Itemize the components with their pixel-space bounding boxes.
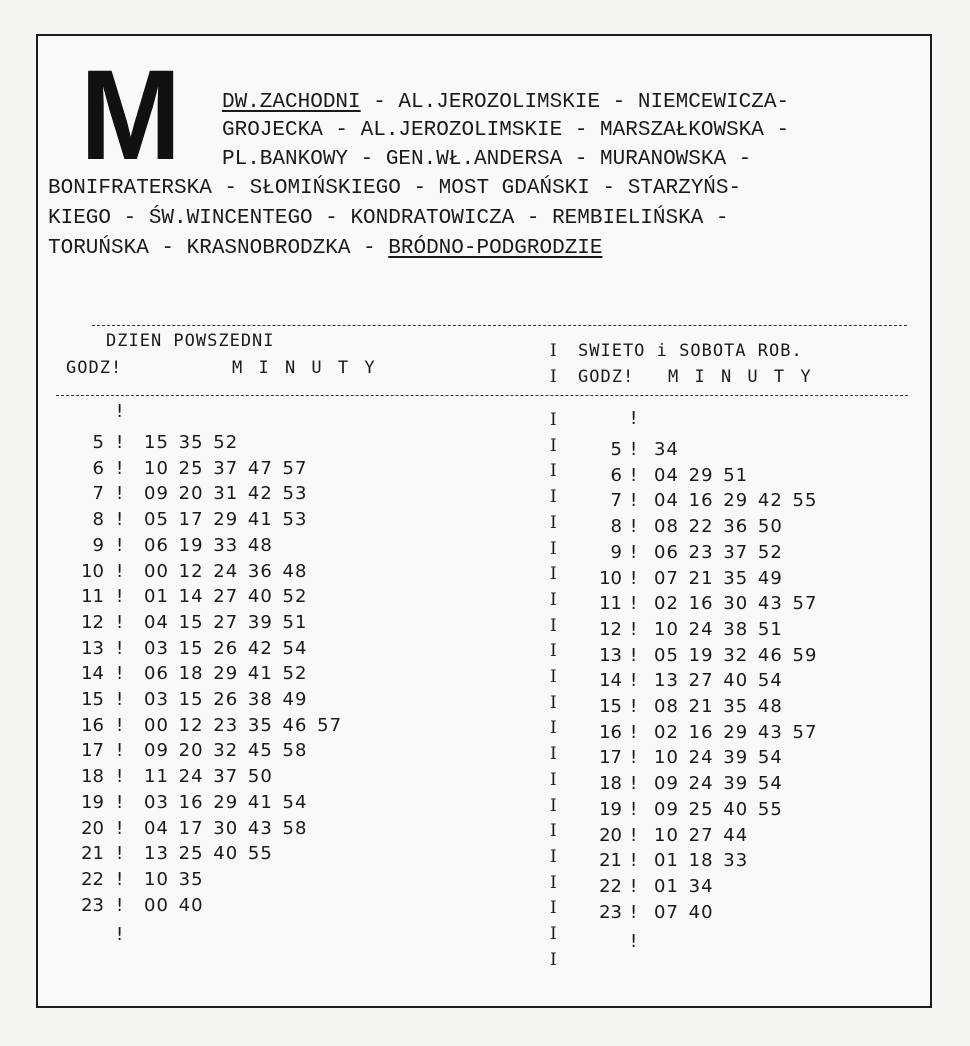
weekday-hour: 19: [81, 791, 104, 813]
weekday-minutes: 00 40: [144, 894, 204, 916]
holiday-hour: 13: [599, 644, 622, 666]
holiday-hour: 20: [599, 824, 622, 846]
column-divider-mark: I: [550, 872, 557, 893]
route-line: [222, 147, 751, 173]
column-divider-mark: I: [550, 769, 557, 790]
hour-separator: !: [116, 560, 124, 582]
holiday-hour: 6: [610, 464, 622, 486]
holiday-hour: 16: [599, 721, 622, 743]
weekday-minutes: 03 15 26 42 54: [144, 637, 308, 659]
column-divider-mark: I: [550, 589, 557, 610]
column-divider-mark: I: [550, 512, 557, 533]
holiday-minutes: 02 16 30 43 57: [654, 593, 818, 615]
column-divider-mark: I: [550, 367, 557, 387]
header-top-dashed-rule: [92, 325, 907, 326]
weekday-hour: 21: [81, 843, 104, 865]
holiday-minutes: 01 18 33: [654, 850, 749, 872]
hour-separator: !: [116, 791, 124, 813]
holiday-hour-header: GODZ!: [578, 367, 635, 387]
holiday-hour: 5: [610, 439, 622, 460]
holiday-hour: 15: [599, 696, 622, 717]
hour-separator: !: [630, 516, 638, 538]
hour-separator: !: [116, 766, 124, 788]
weekday-minutes: 04 17 30 43 58: [144, 817, 308, 839]
hour-separator: !: [116, 483, 124, 505]
holiday-title: SWIETO i SOBOTA ROB.: [578, 341, 803, 361]
column-divider-mark: I: [550, 564, 557, 585]
holiday-minutes: 34: [654, 439, 679, 460]
holiday-hour: 21: [599, 850, 622, 872]
hour-separator: !: [116, 457, 124, 479]
holiday-minutes: 10 24 38 51: [654, 618, 783, 640]
hour-separator: !: [630, 773, 638, 795]
hour-separator: !: [116, 689, 124, 710]
holiday-minutes: 08 22 36 50: [654, 516, 783, 538]
hour-separator: !: [116, 894, 124, 916]
holiday-hour: 8: [610, 516, 622, 538]
hour-separator: !: [116, 534, 124, 556]
terminus-stop: BRÓDNO-PODGRODZIE: [388, 237, 603, 260]
holiday-minutes-header: M I N U T Y: [668, 367, 814, 387]
column-divider-mark: I: [550, 615, 557, 636]
holiday-minutes: 04 16 29 42 55: [654, 490, 818, 512]
holiday-hour: 22: [599, 875, 622, 897]
column-divider-mark: I: [550, 949, 557, 970]
column-divider-mark: I: [550, 898, 557, 919]
column-divider-mark: I: [550, 538, 557, 559]
holiday-hour: 17: [599, 747, 622, 769]
weekday-hour-header: GODZ!: [66, 358, 123, 378]
hour-separator: !: [630, 747, 638, 769]
holiday-minutes: 07 21 35 49: [654, 567, 783, 589]
header-bottom-dashed-rule: [56, 395, 908, 396]
hour-separator: !: [630, 931, 638, 953]
hour-separator: !: [116, 817, 124, 839]
hour-separator: !: [630, 850, 638, 872]
holiday-hour: 7: [610, 490, 622, 512]
holiday-minutes: 04 29 51: [654, 464, 749, 486]
column-divider-mark: I: [550, 846, 557, 867]
weekday-hour: 5: [92, 432, 104, 453]
weekday-title: DZIEN POWSZEDNI: [106, 331, 275, 351]
weekday-hour: 13: [81, 637, 104, 659]
holiday-minutes: 01 34: [654, 875, 714, 897]
column-divider-mark: I: [550, 641, 557, 662]
weekday-minutes: 09 20 32 45 58: [144, 740, 308, 762]
hour-separator: !: [630, 439, 638, 460]
hour-separator: !: [630, 567, 638, 589]
column-divider-mark: I: [550, 692, 557, 713]
weekday-hour: 10: [81, 560, 104, 582]
weekday-minutes: 15 35 52: [144, 432, 239, 453]
column-divider-mark: I: [550, 924, 557, 944]
weekday-minutes: 10 25 37 47 57: [144, 457, 308, 479]
column-divider-mark: I: [550, 821, 557, 842]
weekday-hour: 9: [92, 534, 104, 556]
holiday-minutes: 02 16 29 43 57: [654, 721, 818, 743]
hour-separator: !: [630, 696, 638, 717]
column-divider-mark: I: [550, 795, 557, 816]
holiday-minutes: 10 24 39 54: [654, 747, 783, 769]
hour-separator: !: [116, 663, 124, 685]
route-line: [222, 118, 789, 144]
column-divider-mark: I: [550, 435, 557, 456]
weekday-minutes-header: M I N U T Y: [232, 358, 378, 378]
weekday-minutes: 03 16 29 41 54: [144, 791, 308, 813]
weekday-minutes: 05 17 29 41 53: [144, 509, 308, 531]
weekday-hour: 7: [92, 483, 104, 505]
holiday-hour: 11: [599, 593, 622, 615]
column-divider-mark: I: [550, 410, 557, 430]
holiday-hour: 14: [599, 670, 622, 692]
column-divider-mark: I: [550, 487, 557, 508]
holiday-minutes: 08 21 35 48: [654, 696, 783, 717]
weekday-hour: 15: [81, 689, 104, 710]
hour-separator: !: [116, 714, 124, 736]
hour-separator: !: [116, 509, 124, 531]
weekday-minutes: 00 12 23 35 46 57: [144, 714, 343, 736]
column-divider-mark: I: [550, 718, 557, 739]
column-divider-mark: I: [550, 341, 557, 361]
hour-separator: !: [116, 843, 124, 865]
column-divider-mark: I: [550, 744, 557, 765]
holiday-minutes: 06 23 37 52: [654, 541, 783, 563]
route-segment: TORUŃSKA - KRASNOBRODZKA -: [48, 237, 389, 260]
hour-separator: !: [630, 875, 638, 897]
column-divider-mark: I: [550, 461, 557, 482]
holiday-hour: 19: [599, 798, 622, 820]
route-segment: BONIFRATERSKA - SŁOMIŃSKIEGO - MOST GDAŃSKI - STARZYŃS-: [48, 177, 742, 200]
hour-separator: !: [630, 670, 638, 692]
weekday-minutes: 06 18 29 41 52: [144, 663, 308, 685]
weekday-minutes: 13 25 40 55: [144, 843, 273, 865]
hour-separator: !: [630, 593, 638, 615]
route-segment: PL.BANKOWY - GEN.WŁ.ANDERSA - MURANOWSKA -: [222, 148, 752, 171]
hour-separator: !: [630, 464, 638, 486]
weekday-hour: 11: [81, 586, 104, 608]
hour-separator: !: [116, 432, 124, 453]
route-segment: GROJECKA - AL.JEROZOLIMSKIE - MARSZAŁKOWSKA -: [222, 119, 790, 142]
weekday-hour: 14: [81, 663, 104, 685]
weekday-minutes: 04 15 27 39 51: [144, 611, 308, 633]
route-line: [222, 90, 789, 116]
terminus-stop: DW.ZACHODNI: [222, 91, 361, 114]
route-segment: - AL.JEROZOLIMSKIE - NIEMCEWICZA-: [360, 91, 790, 114]
route-letter: M: [80, 44, 180, 187]
hour-separator: !: [630, 490, 638, 512]
holiday-hour: 23: [599, 901, 622, 923]
weekday-hour: 22: [81, 868, 104, 890]
weekday-hour: 6: [92, 457, 104, 479]
holiday-minutes: 05 19 32 46 59: [654, 644, 818, 666]
weekday-minutes: 01 14 27 40 52: [144, 586, 308, 608]
weekday-minutes: 03 15 26 38 49: [144, 689, 308, 710]
weekday-minutes: 10 35: [144, 868, 204, 890]
holiday-minutes: 09 25 40 55: [654, 798, 783, 820]
hour-separator: !: [630, 644, 638, 666]
weekday-hour: 17: [81, 740, 104, 762]
hour-separator: !: [630, 721, 638, 743]
hour-separator: !: [630, 798, 638, 820]
hour-separator: !: [630, 541, 638, 563]
hour-separator: !: [630, 408, 638, 429]
hour-separator: !: [630, 618, 638, 640]
hour-separator: !: [116, 611, 124, 633]
hour-separator: !: [116, 868, 124, 890]
holiday-minutes: 10 27 44: [654, 824, 749, 846]
route-line: [48, 236, 603, 262]
weekday-minutes: 11 24 37 50: [144, 766, 273, 788]
weekday-hour: 20: [81, 817, 104, 839]
holiday-hour: 18: [599, 773, 622, 795]
holiday-hour: 9: [610, 541, 622, 563]
column-divider-mark: I: [550, 667, 557, 687]
weekday-minutes: 06 19 33 48: [144, 534, 273, 556]
hour-separator: !: [116, 637, 124, 659]
weekday-hour: 12: [81, 611, 104, 633]
weekday-hour: 18: [81, 766, 104, 788]
weekday-hour: 8: [92, 509, 104, 531]
hour-separator: !: [116, 924, 124, 946]
hour-separator: !: [116, 586, 124, 608]
hour-separator: !: [116, 740, 124, 762]
route-segment: KIEGO - ŚW.WINCENTEGO - KONDRATOWICZA - REMBIELIŃSKA -: [48, 207, 729, 230]
holiday-minutes: 09 24 39 54: [654, 773, 783, 795]
route-line: [48, 176, 741, 202]
weekday-hour: 23: [81, 894, 104, 916]
route-line: [48, 206, 729, 232]
weekday-minutes: 00 12 24 36 48: [144, 560, 308, 582]
weekday-hour: 16: [81, 714, 104, 736]
holiday-minutes: 07 40: [654, 901, 714, 923]
hour-separator: !: [630, 824, 638, 846]
hour-separator: !: [630, 901, 638, 923]
weekday-minutes: 09 20 31 42 53: [144, 483, 308, 505]
holiday-hour: 10: [599, 567, 622, 589]
holiday-minutes: 13 27 40 54: [654, 670, 783, 692]
holiday-hour: 12: [599, 618, 622, 640]
hour-separator: !: [116, 401, 124, 422]
